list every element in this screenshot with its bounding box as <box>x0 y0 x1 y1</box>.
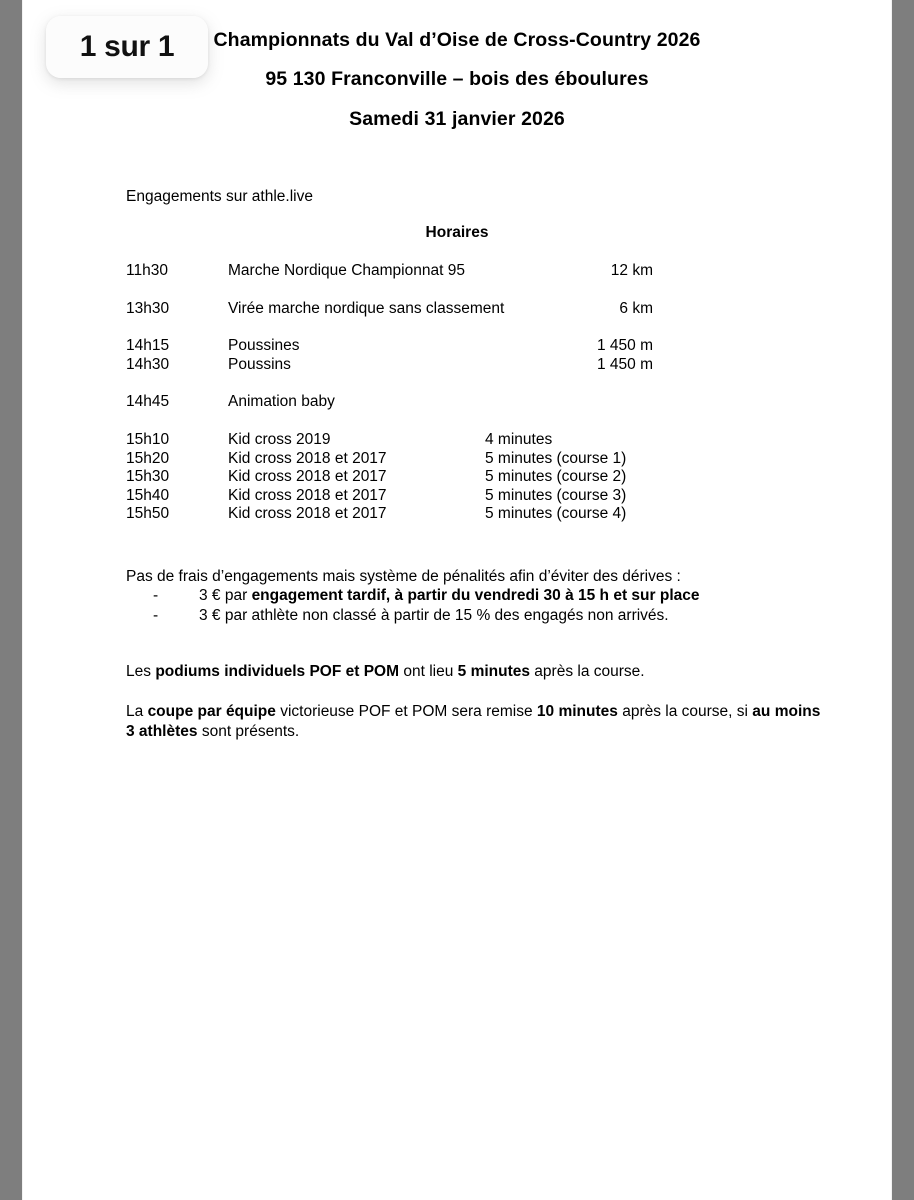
table-row <box>23 450 891 469</box>
title-line-location: 95 130 Franconville – bois des éboulures <box>265 68 649 91</box>
row-time: 15h30 <box>126 468 170 486</box>
row-description: Poussins <box>228 355 291 373</box>
row-value: 5 minutes (course 1) <box>485 449 627 467</box>
row-time: 15h50 <box>126 505 170 523</box>
row-description: Kid cross 2018 et 2017 <box>228 468 387 486</box>
para-bold: coupe par équipe <box>147 703 276 720</box>
table-row <box>23 337 891 356</box>
para-text: après la course. <box>530 663 645 680</box>
list-item <box>126 586 856 605</box>
table-row <box>23 300 891 319</box>
row-description: Poussines <box>228 337 300 355</box>
row-description: Kid cross 2019 <box>228 430 331 448</box>
spacer <box>23 412 891 431</box>
row-description: Kid cross 2018 et 2017 <box>228 486 387 504</box>
para-text: Les <box>126 663 156 680</box>
spacer <box>23 281 891 300</box>
row-value: 5 minutes (course 3) <box>485 486 627 504</box>
row-value: 1 450 m <box>596 355 653 373</box>
row-time: 11h30 <box>126 262 168 279</box>
para-text: ont lieu <box>399 663 458 680</box>
bullet-marker: - <box>153 587 159 605</box>
penalty-text-plain: 3 € par <box>199 587 252 605</box>
bullet-marker: - <box>153 606 159 624</box>
row-value: 5 minutes (course 2) <box>485 468 627 486</box>
para-bold: podiums individuels POF et POM <box>155 663 400 680</box>
table-row <box>23 431 891 450</box>
para-text: après la course, si <box>617 703 753 720</box>
engagements-note: Engagements sur athle.live <box>126 188 313 205</box>
title-line-event: Championnats du Val d’Oise de Cross-Country 2026 <box>213 29 701 51</box>
table-row <box>23 505 891 524</box>
penalties-block <box>126 567 856 625</box>
schedule-group <box>23 300 891 319</box>
page-counter-badge <box>46 16 208 78</box>
para-bold: 10 minutes <box>536 703 618 720</box>
row-value: 12 km <box>610 262 653 279</box>
spacer <box>23 318 891 337</box>
row-value: 6 km <box>619 299 653 317</box>
row-value: 5 minutes (course 4) <box>485 505 627 523</box>
schedule-group <box>23 393 891 412</box>
schedule-group <box>23 337 891 374</box>
document-body <box>23 0 891 1200</box>
row-time: 15h40 <box>126 486 170 504</box>
schedule-group <box>23 431 891 524</box>
row-time: 13h30 <box>126 299 170 317</box>
schedule-table <box>23 262 891 524</box>
row-description: Kid cross 2018 et 2017 <box>228 505 387 523</box>
row-time: 14h45 <box>126 393 170 411</box>
row-time: 15h10 <box>126 430 170 448</box>
title-line-date: Samedi 31 janvier 2026 <box>349 107 565 130</box>
table-row <box>23 393 891 412</box>
penalty-text-plain: 3 € par athlète non classé à partir de 15 % des engagés non arrivés. <box>199 606 669 624</box>
row-description: Kid cross 2018 et 2017 <box>228 449 387 467</box>
list-item <box>126 606 856 625</box>
row-time: 14h30 <box>126 355 170 373</box>
row-time: 15h20 <box>126 449 170 467</box>
penalty-text-bold: engagement tardif, à partir du vendredi 30 à 15 h et sur place <box>251 587 700 605</box>
schedule-group <box>23 262 891 281</box>
spacer <box>23 374 891 393</box>
table-row <box>23 356 891 375</box>
table-row <box>23 487 891 506</box>
row-description: Virée marche nordique sans classement <box>228 299 505 317</box>
row-time: 14h15 <box>126 337 170 355</box>
row-description: Animation baby <box>228 393 335 411</box>
row-description: Marche Nordique Championnat 95 <box>228 262 465 279</box>
podium-paragraph-team <box>126 702 826 742</box>
para-text: sont présents. <box>197 723 300 741</box>
row-value: 1 450 m <box>596 337 653 355</box>
document-page <box>23 0 891 1200</box>
table-row <box>23 468 891 487</box>
para-text: victorieuse POF et POM sera remise <box>275 703 537 720</box>
para-text: La <box>126 703 148 720</box>
para-bold: au moins 3 athlètes <box>126 703 821 741</box>
page-counter-label: 1 sur 1 <box>79 30 175 63</box>
table-row <box>23 262 891 281</box>
para-bold: 5 minutes <box>457 663 530 680</box>
penalties-lead: Pas de frais d’engagements mais système de pénalités afin d’éviter des dérives : <box>126 568 681 585</box>
podium-paragraph-individual <box>126 662 826 682</box>
schedule-heading: Horaires <box>425 224 489 241</box>
row-value: 4 minutes <box>485 430 553 448</box>
